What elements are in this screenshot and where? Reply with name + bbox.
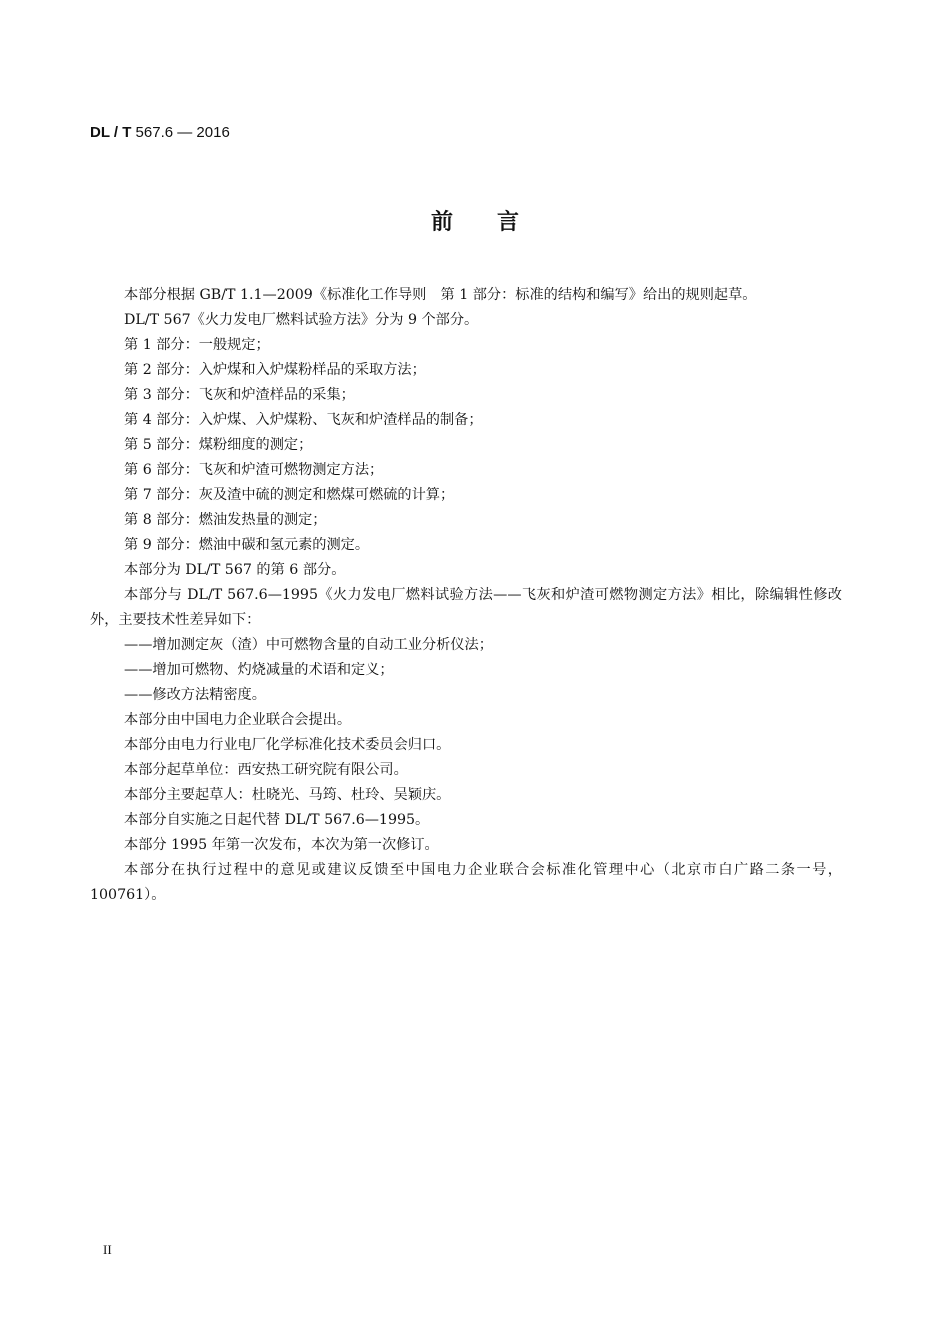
- foreword-body: [90, 283, 842, 908]
- list-item: 第 4 部分：入炉煤、入炉煤粉、飞灰和炉渣样品的制备；: [124, 412, 483, 428]
- paragraph: DL/T 567《火力发电厂燃料试验方法》分为 9 个部分。: [124, 312, 479, 328]
- page-number: II: [103, 1242, 112, 1257]
- list-item: 第 3 部分：飞灰和炉渣样品的采集；: [124, 387, 355, 403]
- paragraph: 本部分自实施之日起代替 DL/T 567.6—1995。: [124, 812, 430, 828]
- paragraph: 本部分主要起草人：杜晓光、马筠、杜玲、吴颖庆。: [124, 787, 451, 803]
- standard-code-prefix: DL / T: [90, 124, 132, 141]
- standard-code-number: 567.6 — 2016: [131, 124, 230, 141]
- paragraph: 本部分 1995 年第一次发布，本次为第一次修订。: [124, 837, 439, 853]
- list-item: ——增加可燃物、灼烧减量的术语和定义；: [124, 662, 394, 678]
- paragraph: 本部分起草单位：西安热工研究院有限公司。: [124, 762, 408, 778]
- standard-code-header: [90, 124, 230, 141]
- paragraph: 本部分由电力行业电厂化学标准化技术委员会归口。: [124, 737, 451, 753]
- list-item: 第 1 部分：一般规定；: [124, 337, 270, 353]
- list-item: 第 5 部分：煤粉细度的测定；: [124, 437, 313, 453]
- paragraph: 本部分为 DL/T 567 的第 6 部分。: [124, 562, 346, 578]
- list-item: 第 7 部分：灰及渣中硫的测定和燃煤可燃硫的计算；: [124, 487, 455, 503]
- list-item: 第 2 部分：入炉煤和入炉煤粉样品的采取方法；: [124, 362, 426, 378]
- list-item: ——增加测定灰（渣）中可燃物含量的自动工业分析仪法；: [124, 637, 493, 653]
- paragraph: 本部分与 DL/T 567.6—1995《火力发电厂燃料试验方法——飞灰和炉渣可燃物测定方法》相比，除编辑性修改外，主要技术性差异如下：: [90, 587, 842, 628]
- page-title: 前言: [430, 210, 563, 235]
- paragraph: 本部分由中国电力企业联合会提出。: [124, 712, 352, 728]
- list-item: 第 9 部分：燃油中碳和氢元素的测定。: [124, 537, 370, 553]
- list-item: ——修改方法精密度。: [124, 687, 266, 703]
- list-item: 第 6 部分：飞灰和炉渣可燃物测定方法；: [124, 462, 384, 478]
- paragraph: 本部分在执行过程中的意见或建议反馈至中国电力企业联合会标准化管理中心（北京市白广路二条一号，100761）。: [90, 862, 842, 903]
- list-item: 第 8 部分：燃油发热量的测定；: [124, 512, 327, 528]
- paragraph: 本部分根据 GB/T 1.1—2009《标准化工作导则 第 1 部分：标准的结构和编写》给出的规则起草。: [124, 287, 757, 303]
